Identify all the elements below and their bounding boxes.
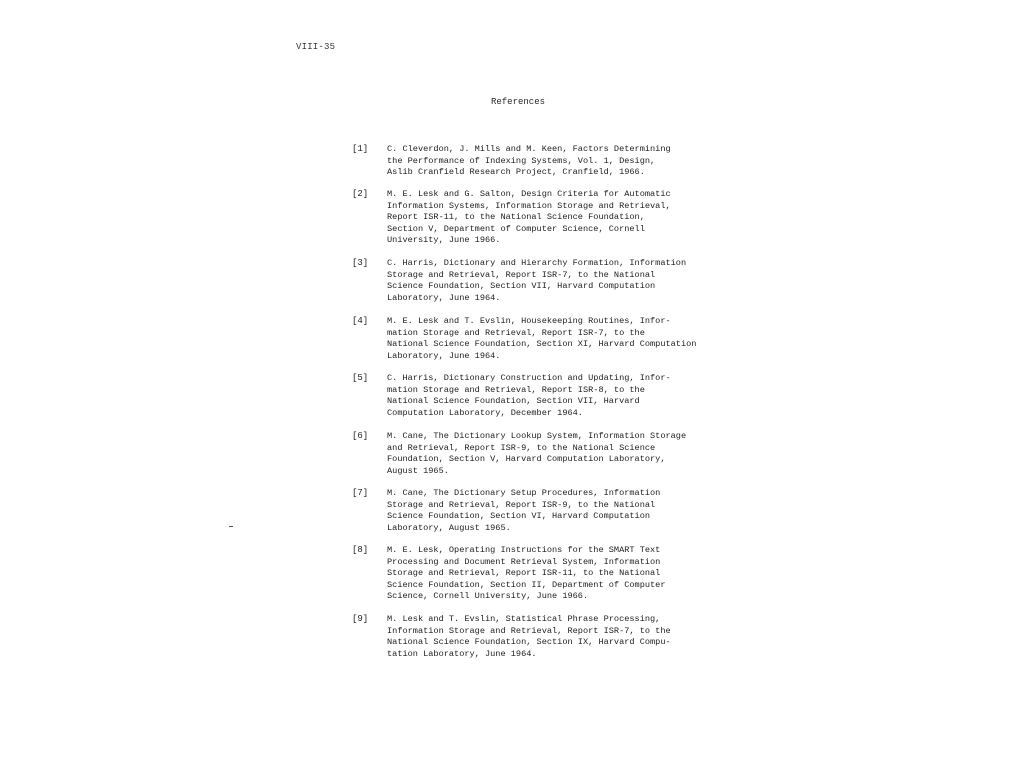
reference-line: University, June 1966. — [387, 235, 501, 246]
reference-number: [5] — [352, 373, 369, 383]
reference-text — [387, 545, 727, 603]
reference-line: Section V, Department of Computer Science, Cornell — [387, 223, 645, 234]
reference-line: Laboratory, June 1964. — [387, 350, 501, 361]
reference-line: M. Lesk and T. Evslin, Statistical Phrase Processing, — [387, 614, 661, 624]
reference-line: Processing and Document Retrieval System, Information — [387, 556, 661, 567]
reference-text — [387, 316, 727, 362]
reference-line: August 1965. — [387, 465, 449, 476]
reference-line: Science Foundation, Section II, Department of Computer — [387, 579, 666, 590]
reference-line: mation Storage and Retrieval, Report ISR-8, to the — [387, 384, 645, 395]
reference-line: Science Foundation, Section VII, Harvard Computation — [387, 281, 656, 292]
reference-text — [387, 431, 727, 477]
reference-line: the Performance of Indexing Systems, Vol. 1, Design, — [387, 155, 656, 166]
reference-line: Laboratory, August 1965. — [387, 522, 511, 533]
reference-line: National Science Foundation, Section XI, Harvard Computation — [387, 339, 697, 350]
reference-number: [6] — [352, 431, 369, 441]
reference-line: National Science Foundation, Section VII, Harvard — [387, 396, 640, 407]
reference-line: National Science Foundation, Section IX, Harvard Compu- — [387, 637, 671, 648]
reference-line: M. E. Lesk and G. Salton, Design Criteria for Automatic — [387, 189, 671, 199]
reference-line: and Retrieval, Report ISR-9, to the National Science — [387, 442, 656, 453]
reference-text — [387, 373, 727, 419]
reference-line: M. E. Lesk, Operating Instructions for the SMART Text — [387, 545, 661, 555]
reference-line: M. Cane, The Dictionary Setup Procedures, Information — [387, 488, 661, 498]
reference-line: M. E. Lesk and T. Evslin, Housekeeping Routines, Infor- — [387, 316, 671, 326]
reference-text — [387, 144, 727, 179]
reference-line: tation Laboratory, June 1964. — [387, 648, 537, 659]
reference-line: Information Storage and Retrieval, Report ISR-7, to the — [387, 625, 671, 636]
reference-line: Science Foundation, Section VI, Harvard Computation — [387, 511, 651, 522]
reference-number: [1] — [352, 144, 369, 154]
reference-line: C. Harris, Dictionary and Hierarchy Formation, Information — [387, 258, 687, 268]
reference-line: Aslib Cranfield Research Project, Cranfield, 1966. — [387, 167, 645, 178]
reference-line: mation Storage and Retrieval, Report ISR-7, to the — [387, 327, 645, 338]
reference-line: Laboratory, June 1964. — [387, 292, 501, 303]
reference-text — [387, 258, 727, 304]
reference-line: Storage and Retrieval, Report ISR-7, to the National — [387, 269, 656, 280]
page-title: References — [490, 97, 545, 107]
reference-text — [387, 488, 727, 534]
reference-line: C. Cleverdon, J. Mills and M. Keen, Factors Determining — [387, 144, 671, 154]
reference-number: [2] — [352, 189, 369, 199]
reference-text — [387, 614, 727, 660]
reference-number: [4] — [352, 316, 369, 326]
reference-line: Storage and Retrieval, Report ISR-9, to the National — [387, 499, 656, 510]
reference-number: [3] — [352, 258, 369, 268]
reference-line: Computation Laboratory, December 1964. — [387, 407, 583, 418]
reference-line: Information Systems, Information Storage and Retrieval, — [387, 200, 671, 211]
scan-speck — [229, 526, 233, 527]
reference-number: [9] — [352, 614, 369, 624]
reference-line: Storage and Retrieval, Report ISR-11, to the National — [387, 568, 661, 579]
page-number: VIII-35 — [296, 42, 336, 52]
reference-line: Report ISR-11, to the National Science Foundation, — [387, 212, 645, 223]
reference-line: Science, Cornell University, June 1966. — [387, 591, 589, 602]
reference-line: C. Harris, Dictionary Construction and Updating, Infor- — [387, 373, 671, 383]
reference-number: [7] — [352, 488, 369, 498]
reference-line: Foundation, Section V, Harvard Computation Laboratory, — [387, 454, 666, 465]
reference-number: [8] — [352, 545, 369, 555]
reference-text — [387, 189, 727, 247]
reference-line: M. Cane, The Dictionary Lookup System, Information Storage — [387, 431, 687, 441]
